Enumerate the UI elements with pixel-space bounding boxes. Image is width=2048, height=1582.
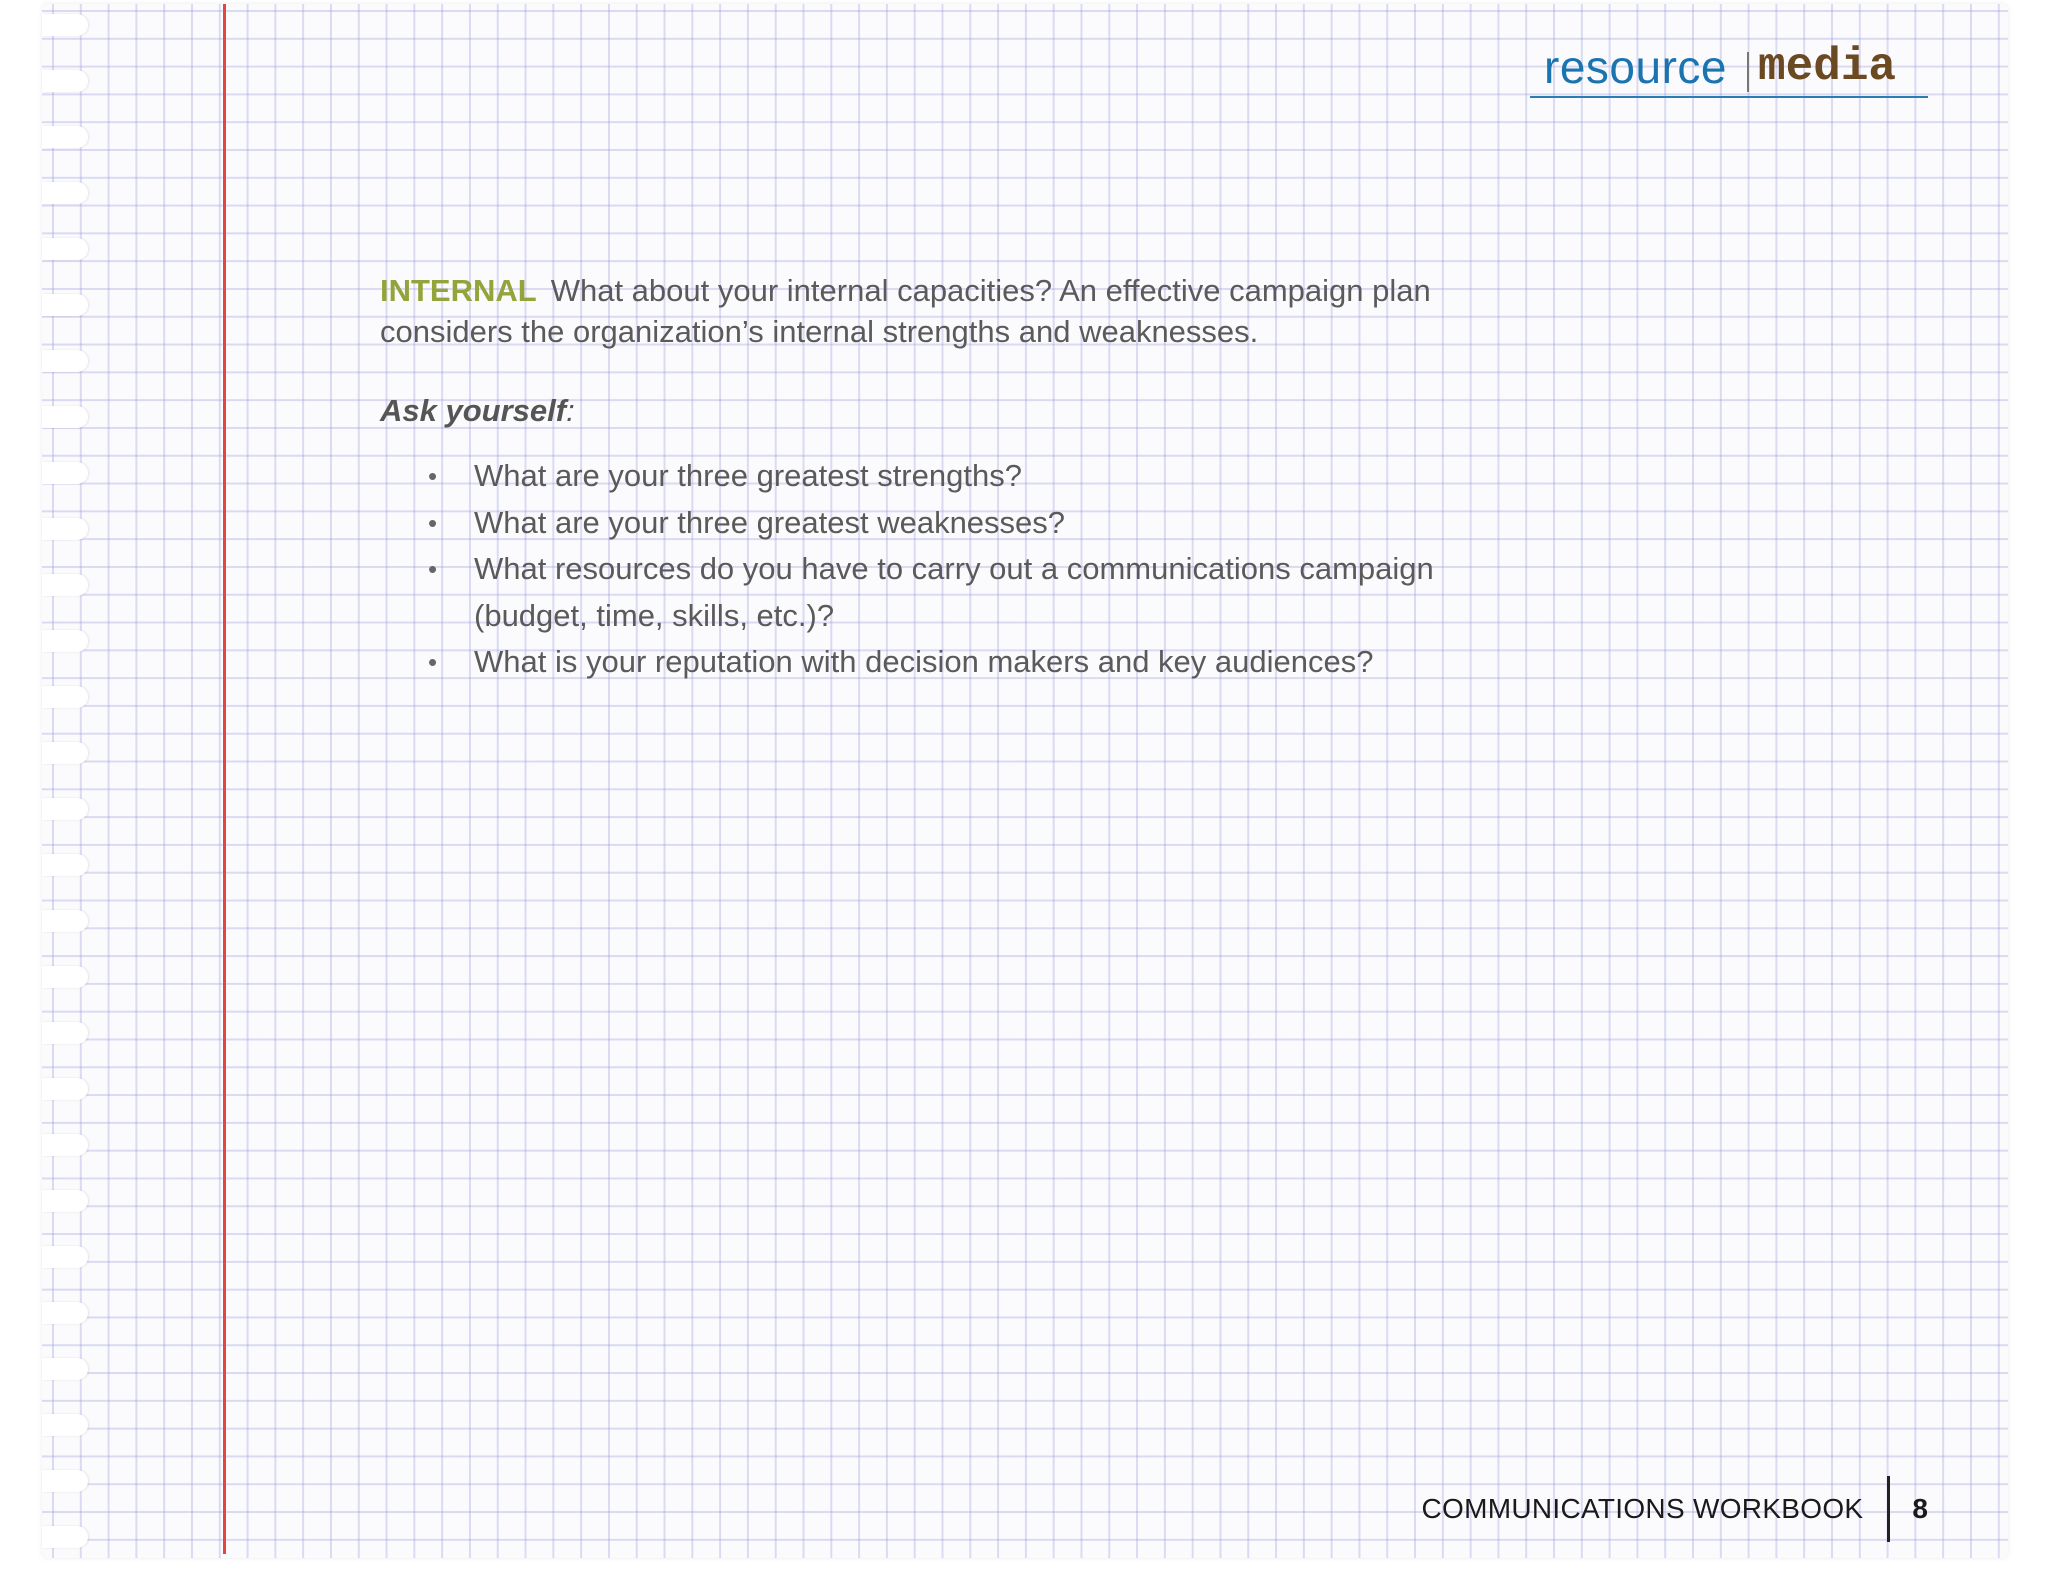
perforation-hole	[42, 238, 88, 260]
perforation-hole	[42, 518, 88, 540]
ask-yourself-colon: :	[566, 393, 575, 428]
perforation-hole	[42, 350, 88, 372]
perforation-hole	[42, 1302, 88, 1324]
bullet-icon: •	[428, 507, 438, 538]
logo-word-media: media	[1758, 41, 1897, 93]
bullet-icon: •	[428, 647, 438, 677]
section-tag: INTERNAL	[380, 273, 537, 308]
list-item	[380, 500, 1500, 547]
perforation-hole	[42, 14, 88, 36]
perforation-hole	[42, 1358, 88, 1380]
logo-divider	[1747, 52, 1749, 92]
perforation-hole	[42, 1470, 88, 1492]
perforation-hole	[42, 294, 88, 316]
perforation-hole	[42, 462, 88, 484]
perforation-hole	[42, 1246, 88, 1268]
intro-text: What about your internal capacities? An effective campaign plan considers the organization’s internal strengths and weaknesses.	[380, 273, 1431, 349]
question-text: What is your reputation with decision makers and key audiences?	[474, 644, 1374, 679]
footer-separator	[1887, 1476, 1890, 1542]
perforation-hole	[42, 910, 88, 932]
perforation-hole	[42, 126, 88, 148]
main-content	[380, 270, 1500, 686]
bullet-icon: •	[428, 461, 438, 491]
perforation-hole	[42, 70, 88, 92]
perforation-hole	[42, 1526, 88, 1548]
perforation-hole	[42, 742, 88, 764]
question-text: What are your three greatest strengths?	[474, 458, 1022, 493]
perforation-hole	[42, 1022, 88, 1044]
perforation-hole	[42, 966, 88, 988]
list-item	[380, 639, 1500, 686]
list-item	[380, 546, 1500, 639]
perforation-hole	[42, 686, 88, 708]
perforation-hole	[42, 798, 88, 820]
footer-title: COMMUNICATIONS WORKBOOK	[1421, 1493, 1864, 1524]
logo-word-resource: resource	[1544, 41, 1727, 93]
spiral-perforation-edge	[42, 4, 112, 1558]
question-text: What are your three greatest weaknesses?	[474, 504, 1066, 540]
page-number: 8	[1912, 1493, 1928, 1524]
question-text: What resources do you have to carry out a communications campaign (budget, time, skills, etc.)?	[474, 551, 1434, 633]
perforation-hole	[42, 854, 88, 876]
questions-list	[380, 453, 1500, 686]
ask-yourself-label: Ask yourself	[380, 393, 567, 428]
perforation-hole	[42, 406, 88, 428]
resource-media-logo	[1530, 40, 1928, 98]
graph-paper-sheet	[42, 4, 2008, 1558]
ask-yourself-heading	[380, 390, 1500, 431]
perforation-hole	[42, 1414, 88, 1436]
perforation-hole	[42, 1190, 88, 1212]
intro-paragraph	[380, 270, 1500, 352]
page-footer	[1421, 1476, 1928, 1542]
perforation-hole	[42, 574, 88, 596]
bullet-icon: •	[428, 554, 438, 584]
list-item	[380, 453, 1500, 500]
perforation-hole	[42, 182, 88, 204]
red-margin-line	[223, 4, 226, 1554]
perforation-hole	[42, 630, 88, 652]
perforation-hole	[42, 1134, 88, 1156]
perforation-hole	[42, 1078, 88, 1100]
